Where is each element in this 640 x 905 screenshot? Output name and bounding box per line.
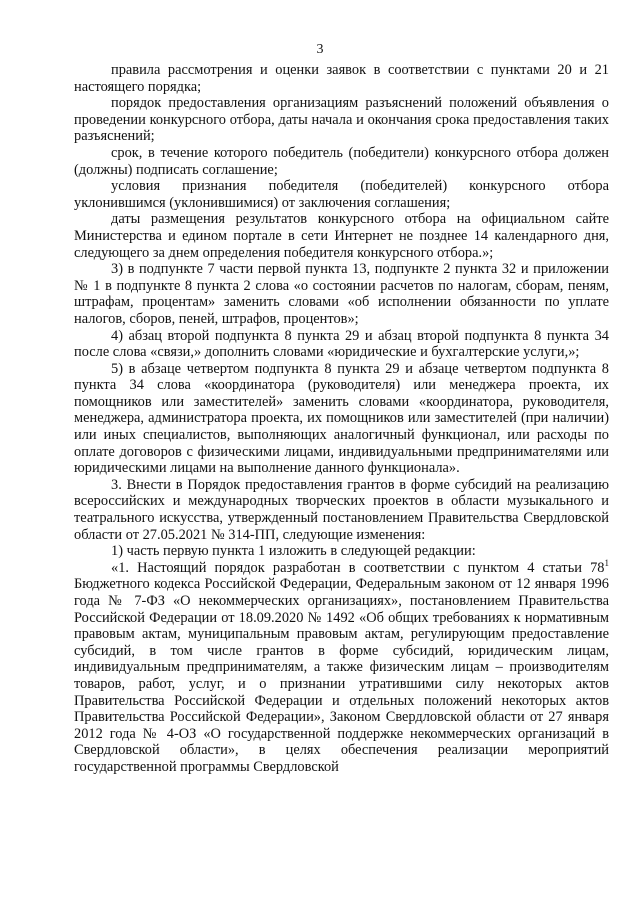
paragraph-evaluation-rules: правила рассмотрения и оценки заявок в соответствии с пунктами 20 и 21 настоящего порядка; — [74, 62, 609, 95]
paragraph-results-publication: даты размещения результатов конкурсного отбора на официальном сайте Министерства и едином портале в сети Интернет не позднее 14 календарного дня, следующего за днем определения победителя конкурсного отбора.»; — [74, 211, 609, 261]
new-wording-text-start: «1. Настоящий порядок разработан в соответствии с пунктом 4 статьи 78 — [111, 559, 605, 576]
superscript-article-index: 1 — [604, 557, 609, 568]
paragraph-section-3: 3. Внести в Порядок предоставления грантов в форме субсидий на реализацию всероссийских и международных творческих проектов в области музыкального и театрального искусства, утвержденный постановлением Правительства Свердловской области от 27.05.2021 № 314-ПП, следующие изменения: — [74, 476, 609, 543]
paragraph-item-3: 3) в подпункте 7 части первой пункта 13, подпункте 2 пункта 32 и приложении № 1 в подпункте 8 пункта 2 слова «о состоянии расчетов по налогам, сборам, пеням, штрафам, процентам» заменить словами «об исполнении обязанности по уплате налогов, сборов, пеней, штрафов, процентов»; — [74, 261, 609, 327]
paragraph-subitem-1: 1) часть первую пункта 1 изложить в следующей редакции: — [111, 543, 476, 560]
paragraph-item-5: 5) в абзаце четвертом подпункта 8 пункта 29 и абзаце четвертом подпункта 8 пункта 34 слова «координатора (руководителя) или менеджера проекта, их помощников или заместителей» заменить словами «координатора, руководителя, менеджера, администратора проекта, их помощников или заместителей (при наличии) или иных специалистов, выполняющих аналогичный функционал, или расходы по оплате договоров с физическими лицами, индивидуальными предпринимателями или юридическими лицами на выполнение данного функционала». — [74, 360, 609, 477]
new-wording-text-end: Бюджетного кодекса Российской Федерации, Федеральным законом от 12 января 1996 года № 7-ФЗ «О некоммерческих организациях», постановлением Правительства Российской Федерации от 18.09.2020 № 1492 «Об общих требованиях к нормативным правовым актам, муниципальным правовым актам, регулирующим предоставление субсидий, в том числе грантов в форме субсидий, юридическим лицам, индивидуальным предпринимателям, а также физическим лицам – производителям товаров, работ, услуг, и о признании утратившими силу некоторых актов Правительства Российской Федерации и отдельных положений некоторых актов Правительства Российской Федерации», Законом Свердловской области от 27 января 2012 года № 4-ОЗ «О государственной поддержке некоммерческих организаций в Свердловской области», в целях обеспечения реализации мероприятий государственной программы Свердловской — [74, 576, 609, 775]
paragraph-signing-deadline: срок, в течение которого победитель (победители) конкурсного отбора должен (должны) подписать соглашение; — [74, 144, 609, 178]
paragraph-new-wording — [74, 557, 609, 776]
paragraph-evasion-conditions: условия признания победителя (победителей) конкурсного отбора уклонившимся (уклонившимися) от заключения соглашения; — [74, 178, 609, 211]
paragraph-item-4: 4) абзац второй подпункта 8 пункта 29 и абзац второй подпункта 8 пункта 34 после слова «связи,» дополнить словами «юридические и бухгалтерские услуги,»; — [74, 327, 609, 361]
page-number: 3 — [316, 42, 324, 57]
document-body — [74, 62, 609, 776]
paragraph-clarifications: порядок предоставления организациям разъяснений положений объявления о проведении конкурсного отбора, даты начала и окончания срока предоставления таких разъяснений; — [74, 95, 609, 145]
